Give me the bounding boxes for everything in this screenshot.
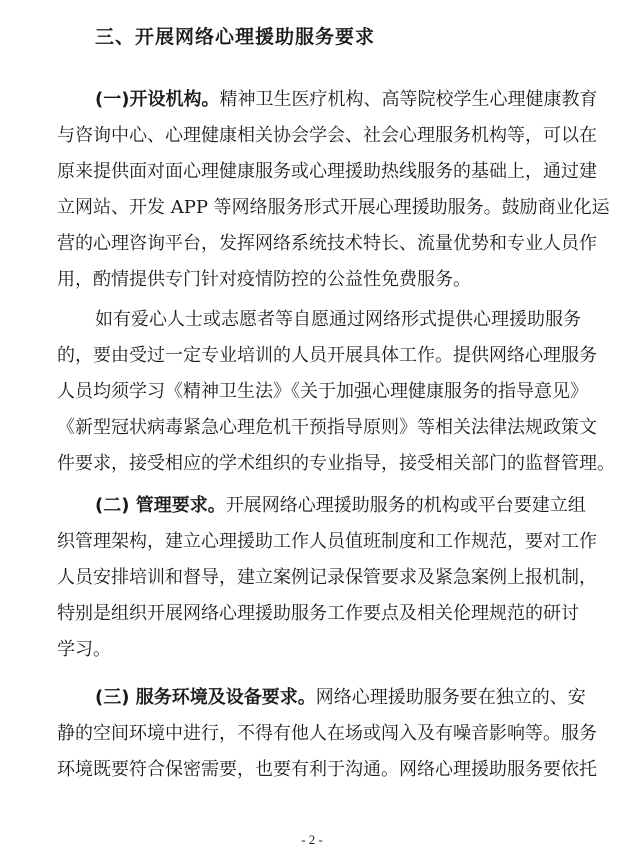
paragraph-text: 网络心理援助服务要在独立的、安 xyxy=(315,687,586,708)
subsection-heading: (三) 服务环境及设备要求。 xyxy=(95,687,316,708)
paragraph-line: 立网站、开发 APP 等网络服务形式开展心理援助服务。鼓励商业化运 xyxy=(57,197,610,218)
paragraph-line: 《新型冠状病毒紧急心理危机干预指导原则》等相关法律法规政策文 xyxy=(57,417,597,438)
paragraph-line: 特别是组织开展网络心理援助服务工作要点及相关伦理规范的研讨 xyxy=(57,603,579,624)
paragraph-line: 的，要由受过一定专业培训的人员开展具体工作。提供网络心理服务 xyxy=(57,345,597,366)
paragraph-line: 静的空间环境中进行，不得有他人在场或闯入及有噪音影响等。服务 xyxy=(57,723,597,744)
paragraph-line xyxy=(95,488,586,524)
subsection-heading: (二) 管理要求。 xyxy=(95,495,226,516)
paragraph-text: 开展网络心理援助服务的机构或平台要建立组 xyxy=(225,495,586,516)
paragraph-line xyxy=(95,82,598,118)
paragraph-line: 人员安排培训和督导，建立案例记录保管要求及紧急案例上报机制， xyxy=(57,567,597,588)
paragraph-line: 营的心理咨询平台，发挥网络系统技术特长、流量优势和专业人员作 xyxy=(57,233,597,254)
paragraph-line xyxy=(95,680,586,716)
page-number: - 2 - xyxy=(301,832,323,847)
section-heading: 三、开展网络心理援助服务要求 xyxy=(95,26,376,48)
paragraph-line: 织管理架构，建立心理援助工作人员值班制度和工作规范，要对工作 xyxy=(57,531,597,552)
subsection-heading: (一)开设机构。 xyxy=(95,89,220,110)
paragraph-text: 精神卫生医疗机构、高等院校学生心理健康教育 xyxy=(219,89,598,110)
paragraph-line: 用，酌情提供专门针对疫情防控的公益性免费服务。 xyxy=(57,269,471,290)
paragraph-line: 与咨询中心、心理健康相关协会学会、社会心理服务机构等，可以在 xyxy=(57,125,597,146)
paragraph-line: 如有爱心人士或志愿者等自愿通过网络形式提供心理援助服务 xyxy=(95,309,581,330)
paragraph-line: 人员均须学习《精神卫生法》《关于加强心理健康服务的指导意见》 xyxy=(57,381,588,402)
paragraph-line: 原来提供面对面心理健康服务或心理援助热线服务的基础上，通过建 xyxy=(57,161,597,182)
paragraph-line: 件要求，接受相应的学术组织的专业指导，接受相关部门的监督管理。 xyxy=(57,453,615,474)
paragraph-line: 学习。 xyxy=(57,639,111,660)
paragraph-line: 环境既要符合保密需要，也要有利于沟通。网络心理援助服务要依托 xyxy=(57,759,597,780)
